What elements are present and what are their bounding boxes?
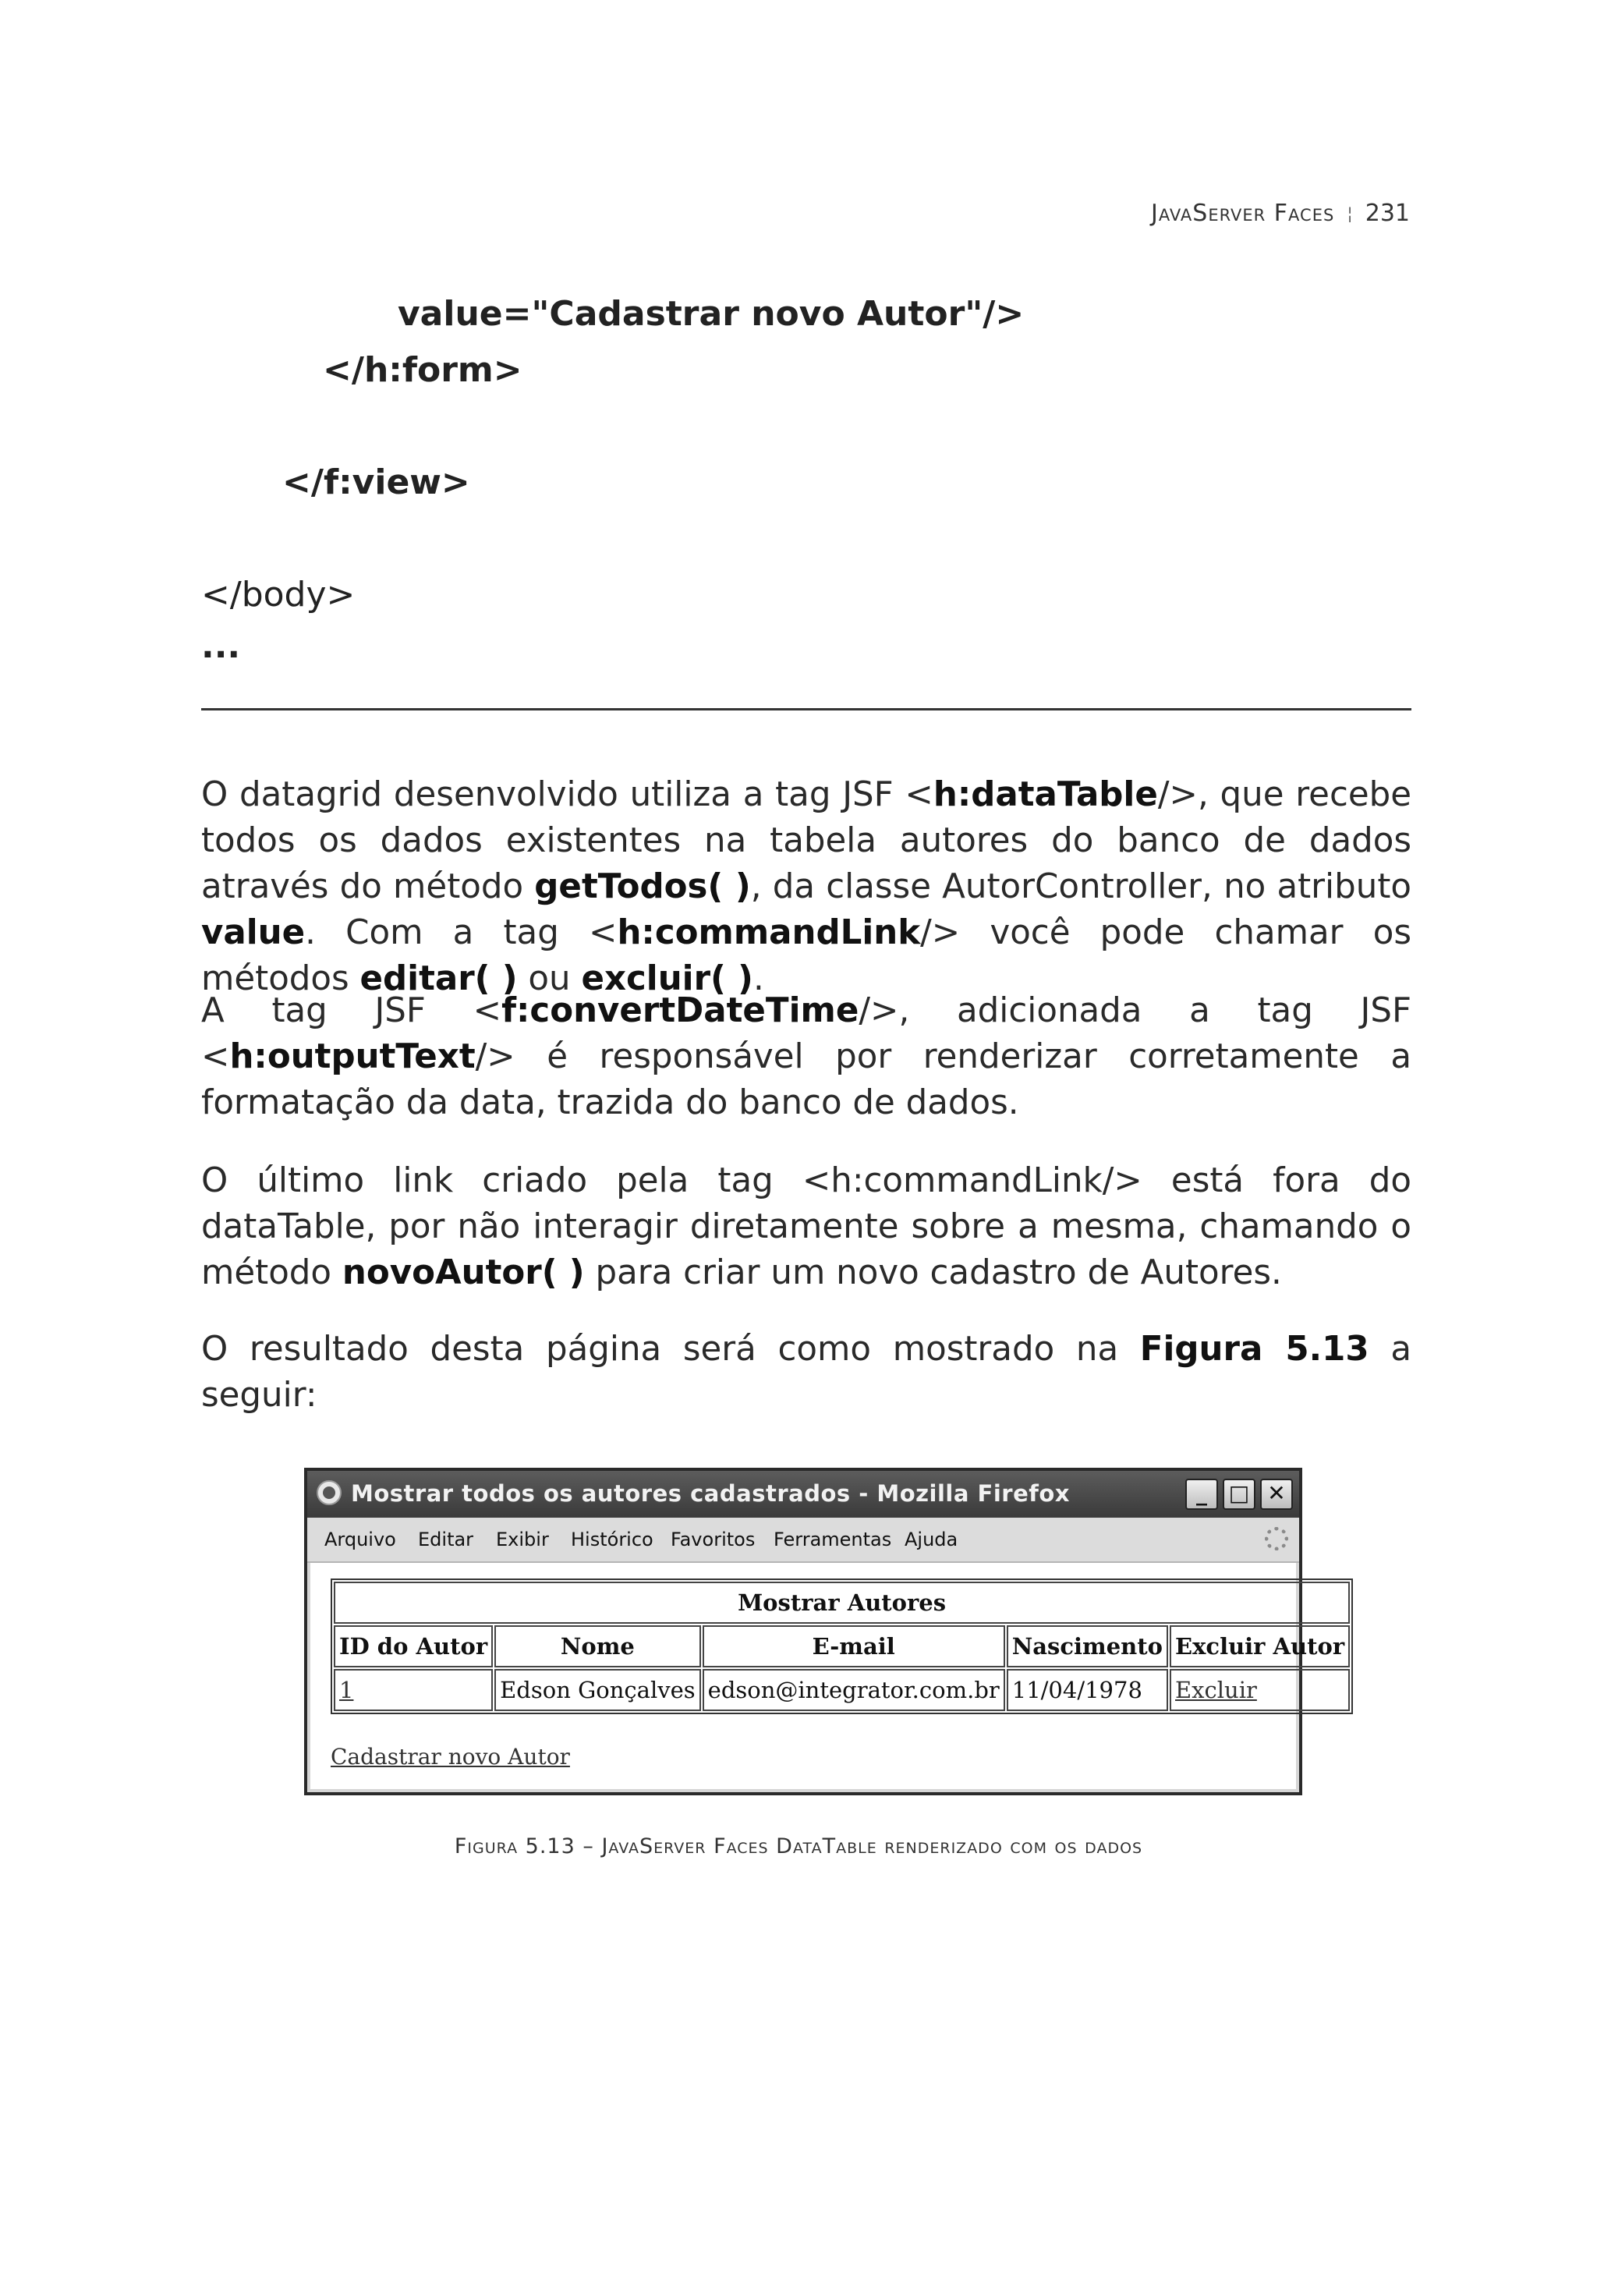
throbber-icon [1265,1527,1288,1550]
paragraph-result [201,1327,1411,1419]
paragraph-datagrid [201,772,1411,1002]
window-titlebar [307,1471,1299,1518]
text-run: /> é responsável por renderizar corretamente a formatação da data, trazida do banco de dados. [201,1037,1411,1122]
menu-bar [307,1518,1299,1563]
table-cell: edson@integrator.com.br [703,1669,1005,1711]
bold-run: h:commandLink [617,913,921,952]
paragraph-convert-datetime [201,988,1411,1126]
menu-ajuda[interactable]: Ajuda [905,1529,958,1550]
bold-run: value [201,913,306,952]
text-run: /> você pode chamar os métodos [201,913,1411,998]
menu-historico[interactable]: Histórico [571,1529,653,1550]
code-line-view-close: </f:view> [282,462,470,502]
section-divider [201,708,1411,710]
bold-run: getTodos( ) [534,867,751,906]
table-cell: 11/04/1978 [1007,1669,1168,1711]
window-title: Mostrar todos os autores cadastrados - Mozilla Firefox [351,1480,1070,1507]
text-run: para criar um novo cadastro de Autores. [584,1253,1282,1292]
text-run: />, adicionada a tag JSF < [201,991,1411,1076]
menu-arquivo[interactable]: Arquivo [324,1529,396,1550]
running-title: JavaServer Faces [1151,200,1335,227]
table-cell [1170,1669,1350,1711]
table-cell: Edson Gonçalves [494,1669,701,1711]
table-row [334,1669,1350,1711]
text-run: O resultado desta página será como mostrado na [201,1330,1140,1369]
code-ellipsis: ... [201,626,241,666]
text-run: A tag JSF < [201,991,502,1030]
bold-run: h:dataTable [933,775,1158,814]
bold-run: excluir( ) [581,959,753,998]
text-run: a seguir: [201,1330,1412,1415]
table-cell [334,1669,493,1711]
column-header: Nome [494,1625,701,1667]
firefox-window-screenshot [304,1468,1345,1795]
bold-run: editar( ) [359,959,518,998]
page-content [310,1563,1345,1789]
maximize-button[interactable]: □ [1223,1479,1255,1510]
text-run: . Com a tag < [305,913,618,952]
bold-run: f:convertDateTime [501,991,859,1030]
code-line-form-close: </h:form> [323,350,522,390]
column-header: Nascimento [1007,1625,1168,1667]
bold-run: novoAutor( ) [342,1253,585,1292]
text-run: ou [517,959,582,998]
column-header: Excluir Autor [1170,1625,1350,1667]
paragraph-command-link [201,1158,1411,1296]
firefox-logo-icon [317,1480,342,1505]
bold-run: Figura 5.13 [1139,1330,1369,1369]
running-head [1151,200,1410,227]
menu-ferramentas[interactable]: Ferramentas [774,1529,892,1550]
figure-caption: Figura 5.13 – JavaServer Faces DataTable renderizado com os dados [454,1834,1143,1858]
close-button[interactable]: ✕ [1260,1479,1293,1510]
code-line-body-close: </body> [201,575,356,615]
column-header: E-mail [703,1625,1005,1667]
text-run: O último link criado pela tag <h:commandLink/> está fora do dataTable, por não interagir diretamente sobre a mesma, chamando o método [201,1161,1411,1292]
page-number: 231 [1365,200,1410,227]
menu-favoritos[interactable]: Favoritos [671,1529,756,1550]
delete-author-link[interactable]: Excluir [1175,1677,1257,1703]
text-run: O datagrid desenvolvido utiliza a tag JSF < [201,775,933,814]
menu-editar[interactable]: Editar [418,1529,474,1550]
authors-datatable [331,1578,1353,1714]
edit-author-link[interactable]: 1 [339,1677,354,1703]
new-author-link[interactable]: Cadastrar novo Autor [331,1744,570,1770]
bold-run: h:outputText [229,1037,476,1076]
column-header: ID do Autor [334,1625,493,1667]
menu-exibir[interactable]: Exibir [496,1529,549,1550]
running-head-separator: ¦ [1347,204,1353,224]
text-run: />, que recebe todos os dados existentes na tabela autores do banco de dados através do método [201,775,1412,906]
table-caption: Mostrar Autores [334,1582,1350,1624]
table-header-row [334,1625,1350,1667]
text-run: , da classe AutorController, no atributo [750,867,1411,906]
text-run: . [752,959,764,998]
table-caption-row [334,1582,1350,1624]
code-line-value: value="Cadastrar novo Autor"/> [398,294,1025,334]
minimize-button[interactable]: _ [1185,1479,1218,1510]
